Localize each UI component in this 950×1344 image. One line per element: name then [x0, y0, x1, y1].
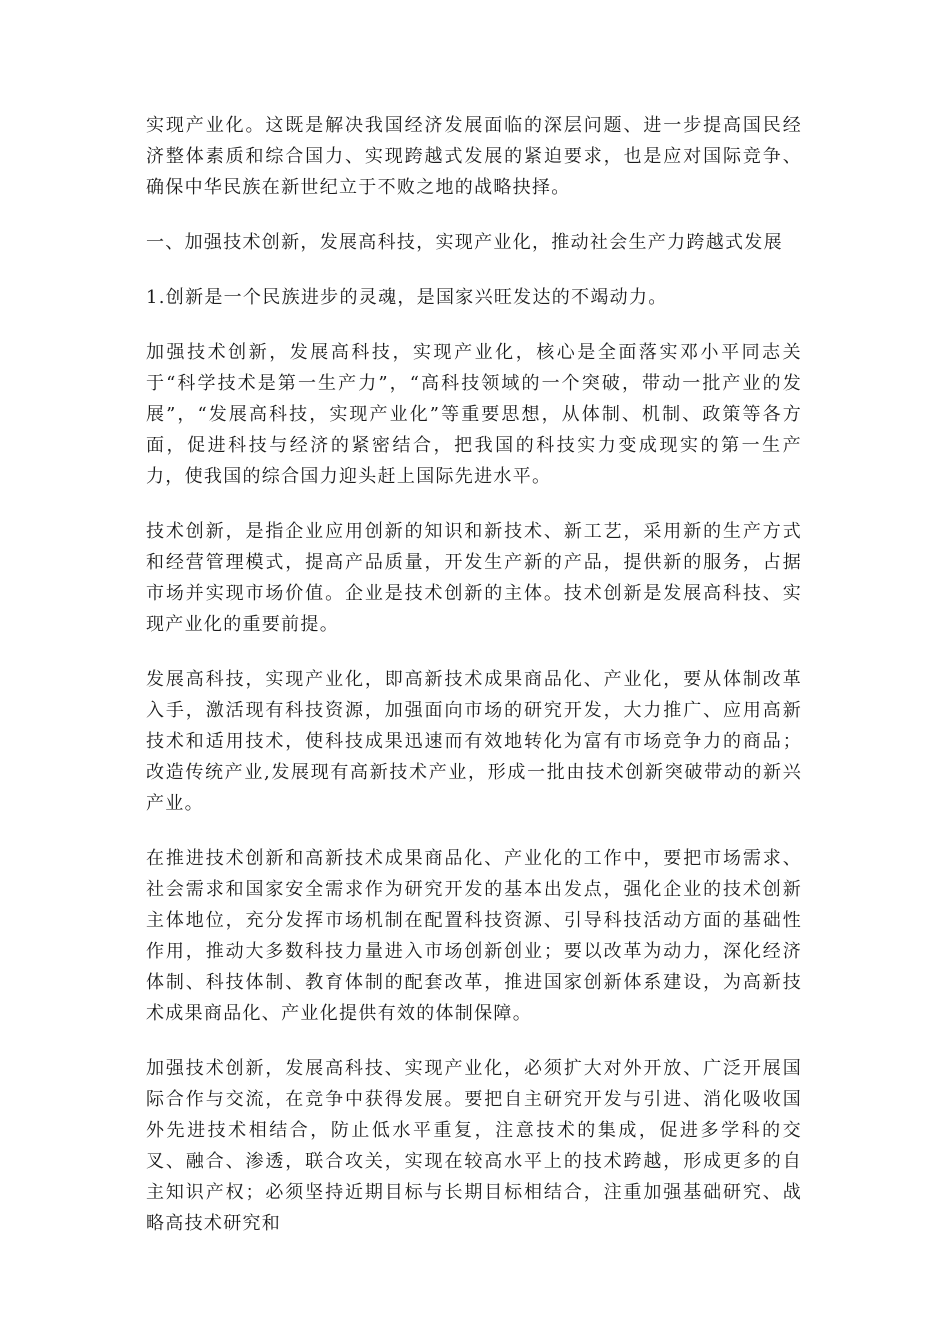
paragraph-opening-up: 加强技术创新，发展高科技、实现产业化，必须扩大对外开放、广泛开展国际合作与交流，在竞争中获得发展。要把自主研究开发与引进、消化吸收国外先进技术相结合，防止低水平重复，注意技术的集成，促进多学科的交叉、融合、渗透，联合攻关，实现在较高水平上的技术跨越，形成更多的自主知识产权；必须坚持近期目标与长期目标相结合，注重加强基础研究、战略高技术研究和 [146, 1058, 802, 1234]
paragraph-market-demand: 在推进技术创新和高新技术成果商品化、产业化的工作中，要把市场需求、社会需求和国家安全需求作为研究开发的基本出发点，强化企业的技术创新主体地位，充分发挥市场机制在配置科技资源、引导科技活动方面的基础性作用，推动大多数科技力量进入市场创新创业；要以改革为动力，深化经济体制、科技体制、教育体制的配套改革，推进国家创新体系建设，为高新技术成果商品化、产业化提供有效的体制保障。 [146, 848, 802, 1024]
paragraph-tech-innovation: 技术创新，是指企业应用创新的知识和新技术、新工艺，采用新的生产方式和经营管理模式，提高产品质量，开发生产新的产品，提供新的服务，占据市场并实现市场价值。企业是技术创新的主体。技术创新是发展高科技、实现产业化的重要前提。 [146, 521, 802, 635]
paragraph-intro: 实现产业化。这既是解决我国经济发展面临的深层问题、进一步提高国民经济整体素质和综合国力、实现跨越式发展的紧迫要求，也是应对国际竞争、确保中华民族在新世纪立于不败之地的战略抉择。 [146, 115, 802, 198]
subsection-heading: 1.创新是一个民族进步的灵魂，是国家兴旺发达的不竭动力。 [146, 287, 668, 308]
paragraph-core: 加强技术创新，发展高科技，实现产业化，核心是全面落实邓小平同志关于“科学技术是第一生产力”，“高科技领域的一个突破，带动一批产业的发展”，“发展高科技，实现产业化”等重要思想，从体制、机制、政策等各方面，促进科技与经济的紧密结合，把我国的科技实力变成现实的第一生产力，使我国的综合国力迎头赶上国际先进水平。 [146, 342, 802, 487]
paragraph-high-tech: 发展高科技，实现产业化，即高新技术成果商品化、产业化，要从体制改革入手，激活现有科技资源，加强面向市场的研究开发，大力推广、应用高新技术和适用技术，使科技成果迅速而有效地转化为富有市场竞争力的商品；改造传统产业,发展现有高新技术产业，形成一批由技术创新突破带动的新兴产业。 [146, 669, 802, 814]
document-body [146, 110, 802, 1263]
section-heading: 一、加强技术创新，发展高科技，实现产业化，推动社会生产力跨越式发展 [146, 232, 783, 253]
